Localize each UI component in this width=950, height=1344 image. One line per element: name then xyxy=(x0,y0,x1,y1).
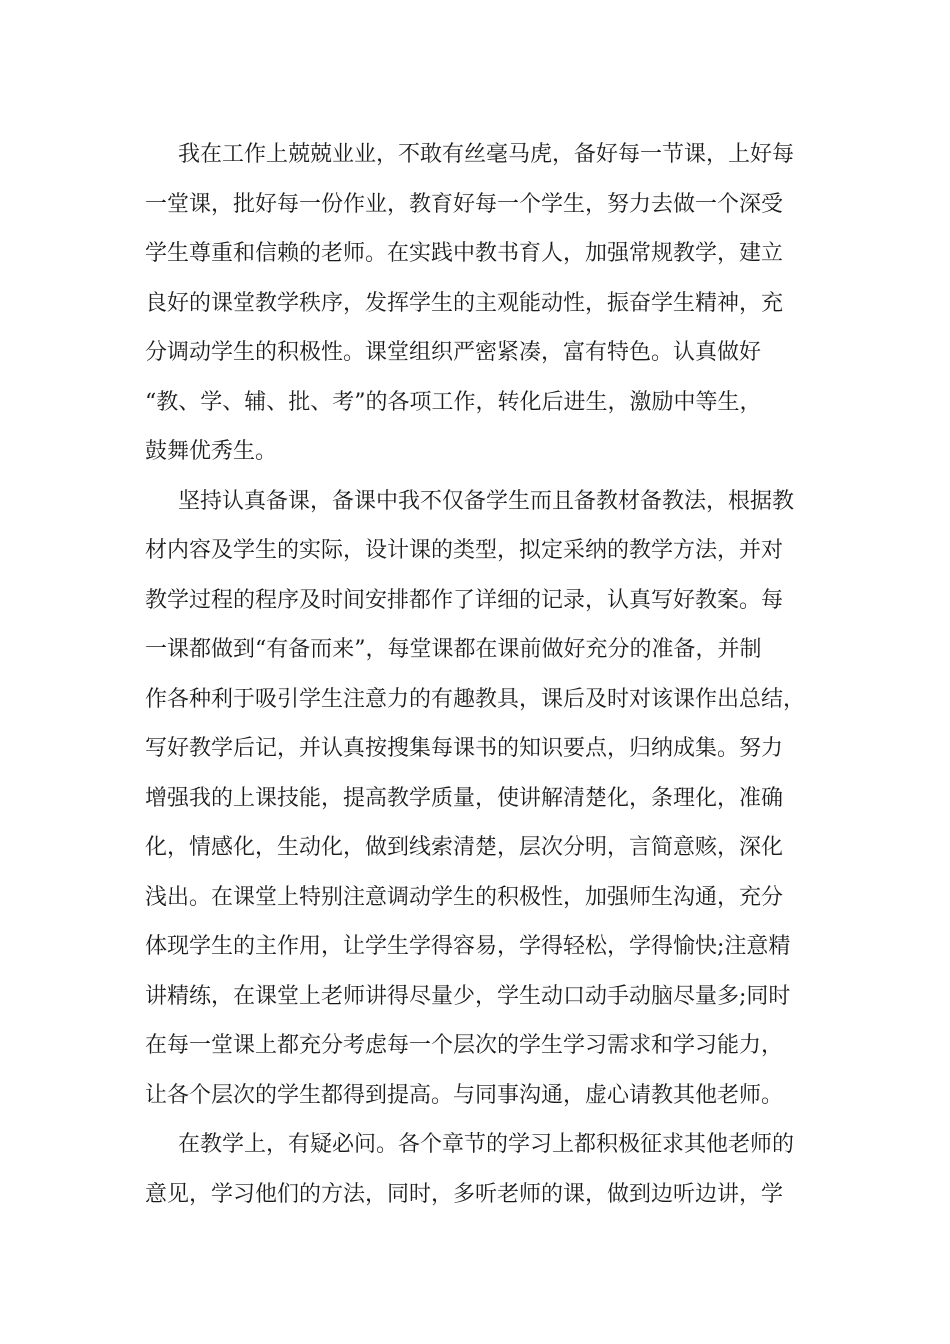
text-line: 在每一堂课上都充分考虑每一个层次的学生学习需求和学习能力， xyxy=(145,1033,784,1058)
text-line: 一课都做到“有备而来”，每堂课都在课前做好充分的准备，并制 xyxy=(145,637,762,662)
text-line: 增强我的上课技能，提高教学质量，使讲解清楚化，条理化，准确 xyxy=(145,785,784,811)
text-line: 一堂课，批好每一份作业，教育好每一个学生，努力去做一个深受 xyxy=(145,191,784,217)
text-line: 材内容及学生的实际，设计课的类型，拟定采纳的教学方法，并对 xyxy=(145,538,784,563)
text-line: 在教学上，有疑必问。各个章节的学习上都积极征求其他老师的 xyxy=(178,1132,795,1157)
text-line: 学生尊重和信赖的老师。在实践中教书育人，加强常规教学，建立 xyxy=(145,241,784,266)
document-body xyxy=(145,130,835,1219)
paragraph-2 xyxy=(145,477,835,1121)
text-line: 意见，学习他们的方法，同时，多听老师的课，做到边听边讲，学 xyxy=(145,1181,784,1207)
text-line: 让各个层次的学生都得到提高。与同事沟通，虚心请教其他老师。 xyxy=(145,1082,784,1108)
paragraph-3 xyxy=(145,1120,835,1219)
text-line: 鼓舞优秀生。 xyxy=(145,439,278,464)
text-line: 讲精练，在课堂上老师讲得尽量少，学生动口动手动脑尽量多;同时 xyxy=(145,983,791,1009)
text-line: “教、学、辅、批、考”的各项工作，转化后进生，激励中等生， xyxy=(145,389,762,415)
text-line: 作各种利于吸引学生注意力的有趣教具，课后及时对该课作出总结， xyxy=(145,686,806,712)
text-line: 分调动学生的积极性。课堂组织严密紧凑，富有特色。认真做好 xyxy=(145,340,762,365)
text-line: 良好的课堂教学秩序，发挥学生的主观能动性，振奋学生精神，充 xyxy=(145,290,784,316)
text-line: 化，情感化，生动化，做到线索清楚，层次分明，言简意赅，深化 xyxy=(145,835,784,860)
text-line: 写好教学后记，并认真按搜集每课书的知识要点，归纳成集。努力 xyxy=(145,736,784,761)
text-line: 体现学生的主作用，让学生学得容易，学得轻松，学得愉快;注意精 xyxy=(145,934,791,959)
text-line: 浅出。在课堂上特别注意调动学生的积极性，加强师生沟通，充分 xyxy=(145,884,784,910)
text-line: 教学过程的程序及时间安排都作了详细的记录，认真写好教案。每 xyxy=(145,587,784,613)
paragraph-1 xyxy=(145,130,835,477)
text-line: 坚持认真备课，备课中我不仅备学生而且备教材备教法，根据教 xyxy=(178,488,795,514)
text-line: 我在工作上兢兢业业，不敢有丝毫马虎，备好每一节课，上好每 xyxy=(178,142,795,167)
